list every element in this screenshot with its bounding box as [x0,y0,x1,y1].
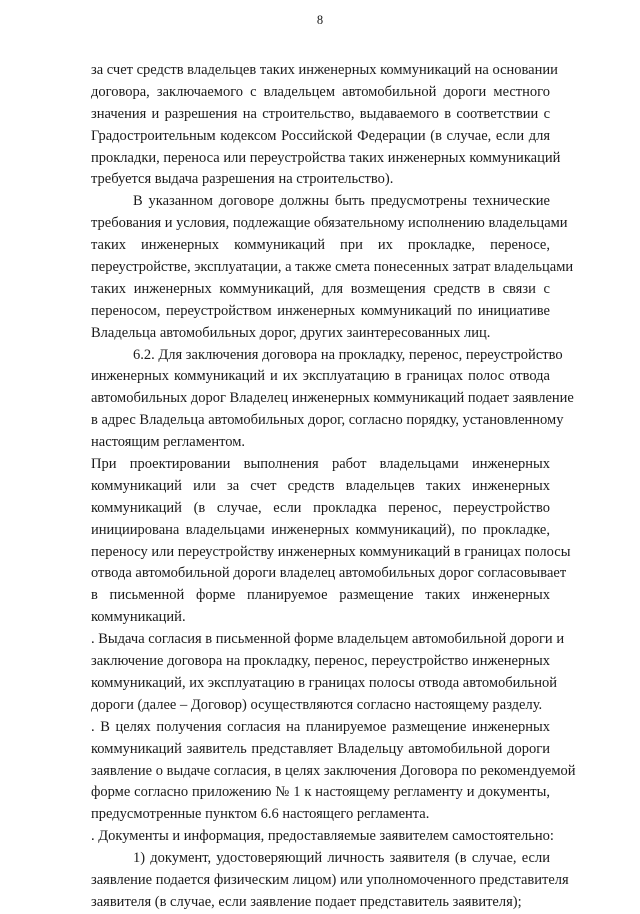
text-line: заявление подается физическим лицом) или уполномоченного представителя [91,871,569,888]
text-line: коммуникаций. [91,609,186,626]
text-line: Владельца автомобильных дорог, других заинтересованных лиц. [91,324,491,341]
text-line: заявление о выдаче согласия, в целях заключения Договора по рекомендуемой [91,762,576,779]
text-line: При проектировании выполнения работ владельцами инженерных [91,456,550,473]
paragraph [91,629,565,717]
text-line: инженерных коммуникаций и их эксплуатацию в границах полос отвода [91,368,550,385]
page-number: 8 [316,13,324,27]
body-text [91,60,576,914]
text-line: . Выдача согласия в письменной форме владельцем автомобильной дороги и [91,631,565,648]
paragraph [91,826,554,848]
text-line: форме согласно приложению № 1 к настоящему регламенту и документы, [91,784,550,801]
text-line: переносу или переустройству инженерных коммуникаций в границах полосы [91,543,571,560]
text-line: в адрес Владельца автомобильных дорог, согласно порядку, установленному [91,412,564,429]
text-line: требуется выдача разрешения на строительство). [91,171,394,188]
text-line: предусмотренные пунктом 6.6 настоящего регламента. [91,806,430,823]
paragraph [91,191,574,344]
text-line: коммуникаций, их эксплуатацию в границах полосы отвода автомобильной [91,674,558,691]
paragraph [91,848,569,914]
paragraph [91,345,574,454]
text-line: в письменной форме планируемое размещение таких инженерных [91,587,550,604]
text-line: . Документы и информация, предоставляемые заявителем самостоятельно: [91,828,554,845]
text-line: коммуникаций (в случае, если прокладка перенос, переустройство [91,499,550,516]
text-line: коммуникаций или за счет средств владельцев таких инженерных [91,477,550,494]
paragraph [91,717,576,826]
paragraph [91,60,561,191]
text-line: коммуникаций заявитель представляет Владельцу автомобильной дороги [91,740,550,757]
text-line: отвода автомобильной дороги владелец автомобильных дорог согласовывает [91,565,567,582]
text-line: прокладки, переноса или переустройства таких инженерных коммуникаций [91,149,561,166]
text-line: таких инженерных коммуникаций, для возмещения средств в связи с [91,280,550,297]
text-line: . В целях получения согласия на планируемое размещение инженерных [91,718,550,735]
text-line: требования и условия, подлежащие обязательному исполнению владельцами [91,215,568,232]
text-line: В указанном договоре должны быть предусмотрены технические [133,193,550,210]
text-line: дороги (далее – Договор) осуществляются согласно настоящему разделу. [91,696,543,713]
text-line: переносом, переустройством инженерных коммуникаций по инициативе [91,302,550,319]
text-line: автомобильных дорог Владелец инженерных коммуникаций подает заявление [91,390,574,407]
text-line: значения и разрешения на строительство, выдаваемого в соответствии с [91,105,550,122]
text-line: Градостроительным кодексом Российской Федерации (в случае, если для [91,127,550,144]
text-line: за счет средств владельцев таких инженерных коммуникаций на основании [91,62,558,78]
paragraph [91,454,571,629]
text-line: инициирована владельцами инженерных коммуникаций), по прокладке, [91,521,550,538]
text-line: 1) документ, удостоверяющий личность заявителя (в случае, если [133,850,550,867]
text-line: настоящим регламентом. [91,434,246,451]
text-line: переустройстве, эксплуатации, а также смета понесенных затрат владельцами [91,259,574,276]
text-line: 6.2. Для заключения договора на прокладку, перенос, переустройство [133,346,563,363]
text-line: договора, заключаемого с владельцем автомобильной дороги местного [91,83,550,100]
text-line: таких инженерных коммуникаций при их прокладке, переносе, [91,237,550,254]
text-line: заявителя (в случае, если заявление подает представитель заявителя); [91,893,522,910]
text-line: заключение договора на прокладку, перенос, переустройство инженерных [91,653,550,670]
